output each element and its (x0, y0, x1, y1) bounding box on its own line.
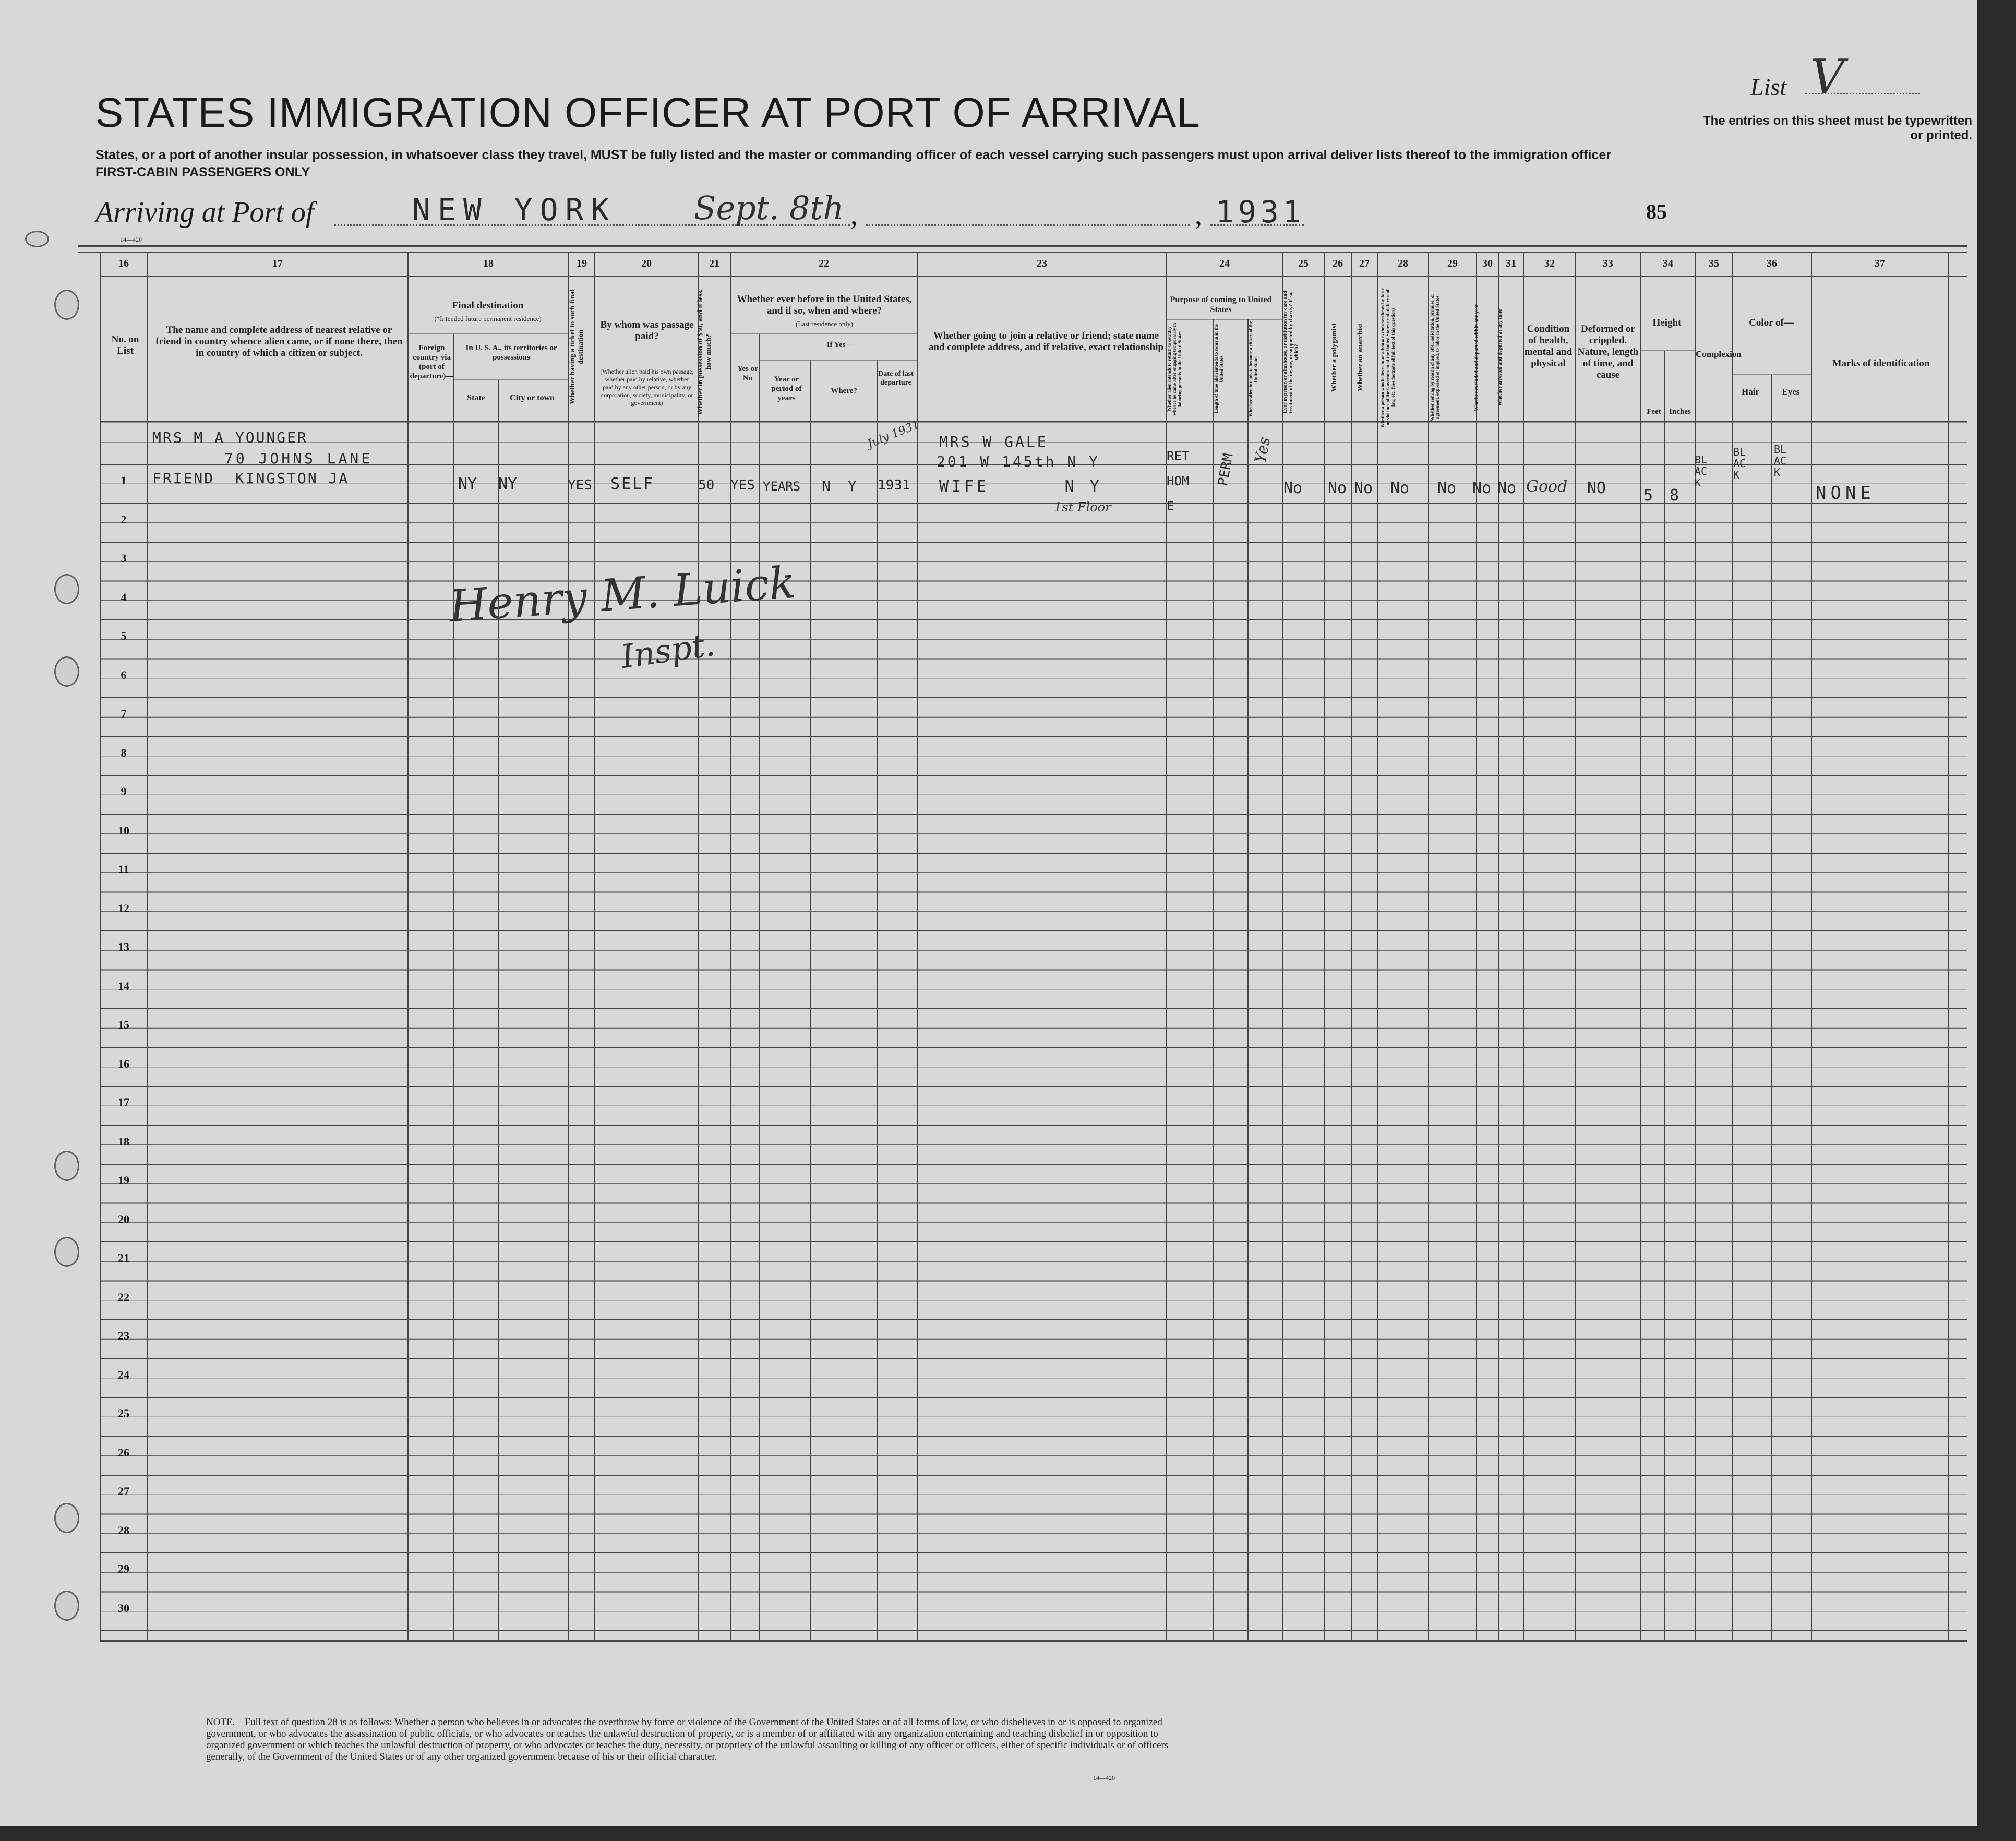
column-number: 23 (1037, 258, 1047, 269)
entry-deformed: NO (1587, 479, 1606, 497)
col-34-inches: Inches (1669, 408, 1691, 416)
entry-before: YES (730, 477, 755, 493)
col-22-period: Year or period of years (771, 375, 802, 402)
entry-purpose-c: Yes (1251, 435, 1274, 465)
row-number: 9 (121, 785, 127, 798)
column-number: 36 (1767, 258, 1777, 269)
entry-departure-year: 1931 (878, 477, 910, 493)
col-22-ifyes: If Yes— (826, 341, 854, 349)
arriving-label: Arriving at Port of (95, 196, 314, 229)
col-23-label: Whether going to join a relative or friend; state name and complete address, and if relative, exact relationship (928, 330, 1164, 353)
entries-instructions: The entries on this sheet must be typewritten or printed. (1702, 114, 1972, 142)
col-35-label: Complexion (1696, 349, 1742, 359)
col-24-b: Length of time alien intends to remain in the United States (1214, 324, 1224, 414)
col-22-yesno: Yes or No (737, 365, 758, 382)
entry-q29: No (1437, 479, 1457, 497)
row-number: 29 (118, 1562, 129, 1575)
entry-money: 50 (698, 477, 715, 493)
entry-eyes: BLACK (1774, 443, 1787, 479)
punch-hole (54, 1591, 79, 1621)
footer-code: 14—420 (1093, 1774, 1115, 1782)
col-17-label: The name and complete address of nearest relative or friend in country whence alien came, or if none there, then in country of which a citizen or subject. (155, 325, 403, 358)
col-18-foreign: Foreign country via (port of departure)— (410, 344, 454, 380)
col-36-eyes: Eyes (1782, 387, 1800, 397)
col-22-where: Where? (831, 387, 857, 395)
col-18-state: State (467, 393, 485, 402)
row-number: 11 (118, 863, 129, 876)
col-24-label: Purpose of coming to United States (1170, 295, 1272, 314)
row-number: 10 (118, 823, 129, 837)
footnote-q28: NOTE.—Full text of question 28 is as follows: Whether a person who believes in or advocates the overthrow by force or violence of the Government of the United States or of all forms of law, or who disbelieves in or is opposed to organized government, or who advocates the assassination of public officials, or who advocates or teaches the unlawful destruction of property, or is a member of or affiliated with any organization entertaining and teaching disbelief in or opposition to organized government or which teaches the unlawful destruction of property, or who advocates or teaches the duty, necessity, or propriety of the unlawful assaulting or killing of any officer or officers, either of specific individuals or of officers generally, of the Government of the United States or of any other organized government because of his or their official character. (206, 1717, 1169, 1762)
page-number: 85 (1646, 200, 1667, 223)
row-number: 26 (118, 1445, 129, 1459)
row-number: 24 (118, 1368, 129, 1381)
row-number: 14 (118, 979, 129, 993)
entry-feet: 5 (1643, 486, 1653, 505)
row-number: 28 (118, 1523, 129, 1537)
col-22-sub: (Last residence only) (796, 320, 853, 328)
col-26-label: Whether a polygamist (1330, 323, 1338, 392)
col-34-feet: Feet (1647, 408, 1661, 416)
entry-purpose-a: RET HOME (1167, 449, 1190, 513)
entry-health: Good (1526, 477, 1568, 496)
punch-hole (54, 574, 79, 604)
entry-ticket: YES (568, 477, 592, 493)
inspector-signature: Henry M. Luick (447, 556, 798, 632)
col-19-label: Whether having a ticket to such final destination (569, 289, 585, 405)
column-number: 16 (118, 258, 129, 269)
column-number: 18 (483, 258, 494, 269)
column-number: 35 (1709, 258, 1719, 269)
row-number: 18 (118, 1134, 129, 1148)
column-number: 32 (1544, 258, 1555, 269)
entry-departure-date: July 1931 (866, 418, 922, 451)
entry-q31: No (1497, 479, 1517, 497)
row-number: 27 (118, 1485, 129, 1498)
entry-city: NY (498, 475, 518, 493)
punch-hole (54, 1237, 79, 1267)
col-18-city: City or town (510, 393, 555, 402)
entry-state: NY (458, 475, 477, 493)
row-number: 3 (121, 552, 127, 565)
list-label: List (1750, 74, 1787, 100)
col-29-label: Whether coming by reason of any offer, solicitation, promise, or agreement, expressed or implied, to labor in the United States (1430, 293, 1440, 422)
col-24-c: Whether alien intends to become a citizen of the United States (1248, 321, 1258, 417)
entry-relative-line1: MRS M A YOUNGER (152, 429, 308, 446)
entry-purpose-b: PERM (1215, 452, 1237, 487)
inspector-title: Inspt. (618, 625, 717, 676)
col-31-label: Whether arrested and deported at any time (1497, 309, 1503, 406)
list-value: V (1810, 50, 1844, 104)
column-number: 19 (577, 258, 587, 269)
entry-join-line2: 201 W 145th N Y (937, 453, 1100, 470)
form-subtitle: States, or a port of another insular possession, in whatsoever class they travel, MUST be fully listed and the master or commanding officer of each vessel carrying such passengers must upon arrival deliver lists thereof to the immigration officer (95, 148, 1611, 162)
entry-period: YEARS (763, 479, 801, 494)
row-number: 5 (121, 629, 127, 642)
col-36-hair: Hair (1742, 387, 1759, 397)
entry-marks: NONE (1816, 483, 1875, 504)
col-25-label: Ever in prison or almshouse, or institution for care and treatment of the insane, or supported by charity? If so, which? (1282, 291, 1300, 414)
row-number: 21 (118, 1251, 129, 1264)
row-number: 1 (121, 474, 127, 487)
punch-hole (54, 1503, 79, 1533)
comma-1: , (850, 199, 858, 231)
entry-relative-line2: 70 JOHNS LANE (224, 450, 373, 467)
entry-q30: No (1472, 479, 1492, 497)
column-number: 24 (1219, 258, 1230, 269)
entry-relative-line3: FRIEND KINGSTON JA (152, 470, 350, 487)
row-number: 22 (118, 1290, 129, 1304)
punch-hole (54, 1151, 79, 1181)
col-18-sub: (*Intended future permanent residence) (434, 315, 542, 322)
column-number: 25 (1298, 258, 1309, 269)
column-number: 26 (1333, 258, 1343, 269)
column-number: 37 (1875, 258, 1885, 269)
col-32-label: Condition of health, mental and physical (1524, 324, 1573, 369)
col-18-usa: In U. S. A., its territories or possessions (465, 344, 557, 362)
date-value: Sept. 8th (694, 189, 844, 227)
col-37-label: Marks of identification (1832, 358, 1930, 369)
year-value: 1931 (1216, 194, 1305, 230)
row-number: 4 (121, 590, 127, 604)
column-number: 29 (1447, 258, 1458, 269)
row-number: 8 (121, 746, 127, 759)
column-number: 20 (641, 258, 652, 269)
column-number: 28 (1398, 258, 1408, 269)
column-number: 33 (1603, 258, 1613, 269)
entry-join-line4: 1st Floor (1054, 500, 1111, 515)
row-number: 17 (118, 1096, 129, 1109)
punch-hole (25, 231, 49, 247)
entry-prison: No (1283, 479, 1303, 497)
entry-hair: BLACK (1733, 446, 1746, 481)
col-33-label: Deformed or crippled. Nature, length of time, and cause (1577, 324, 1639, 380)
col-21-label: Whether in possession of $50, and if less, how much? (697, 289, 713, 416)
row-number: 15 (118, 1018, 129, 1031)
form-subtitle-2: FIRST-CABIN PASSENGERS ONLY (95, 165, 310, 180)
row-number: 2 (121, 512, 127, 526)
entry-anarchist: No (1354, 479, 1373, 497)
punch-hole (54, 656, 79, 687)
column-number: 34 (1663, 258, 1673, 269)
entry-inches: 8 (1670, 486, 1679, 505)
col-36-label: Color of— (1749, 317, 1794, 328)
col-34-label: Height (1652, 317, 1682, 328)
col-28-label: Whether a person who believes in or advocates the overthrow by force or violence of the Government of the United States or of all forms of law, etc. (See footnote of full text of this question) (1380, 287, 1396, 428)
entry-where: N Y (822, 477, 861, 495)
entry-join-line1: MRS W GALE (939, 433, 1048, 450)
col-20-label: By whom was passage paid? (600, 319, 694, 342)
row-number: 20 (118, 1212, 129, 1226)
row-number: 12 (118, 901, 129, 915)
col-22-date: Date of last departure (878, 370, 914, 387)
column-number: 30 (1482, 258, 1493, 269)
col-22-label: Whether ever before in the United States, and if so, when and where? (737, 294, 912, 316)
entry-complexion: BLACK (1695, 453, 1708, 489)
col-16-label: No. on List (111, 334, 139, 356)
row-number: 25 (118, 1407, 129, 1420)
row-number: 16 (118, 1057, 129, 1070)
col-20-sub: (Whether alien paid his own passage, whether paid by relative, whether paid by any other person, or by any corporation, society, municipality, or government) (600, 368, 694, 407)
row-number: 13 (118, 940, 129, 953)
entry-passage: SELF (610, 475, 655, 493)
entry-polygamist: No (1328, 479, 1347, 497)
col-27-label: Whether an anarchist (1357, 323, 1364, 392)
row-number: 6 (121, 668, 127, 682)
col-18-label: Final destination (452, 300, 524, 311)
col-24-a: Whether alien intends to return to country whence he came after engaging temporarily in laboring pursuits in the United States (1167, 322, 1182, 415)
row-number: 30 (118, 1601, 129, 1615)
column-number: 17 (272, 258, 283, 269)
col-30-label: Whether excluded and deported within one year (1474, 304, 1480, 411)
form-code: 14—420 (120, 236, 142, 243)
column-number: 21 (709, 258, 719, 269)
entry-join-line3: WIFE N Y (939, 477, 1102, 496)
entry-q28: No (1390, 479, 1410, 497)
row-number: 19 (118, 1174, 129, 1187)
form-title: STATES IMMIGRATION OFFICER AT PORT OF ARRIVAL (95, 89, 1201, 136)
column-number: 22 (819, 258, 829, 269)
punch-hole (54, 290, 79, 320)
column-number: 31 (1506, 258, 1516, 269)
row-number: 23 (118, 1329, 129, 1342)
row-number: 7 (121, 707, 127, 720)
port-value: NEW YORK (412, 192, 617, 228)
column-number: 27 (1359, 258, 1370, 269)
comma-2: , (1195, 199, 1202, 231)
